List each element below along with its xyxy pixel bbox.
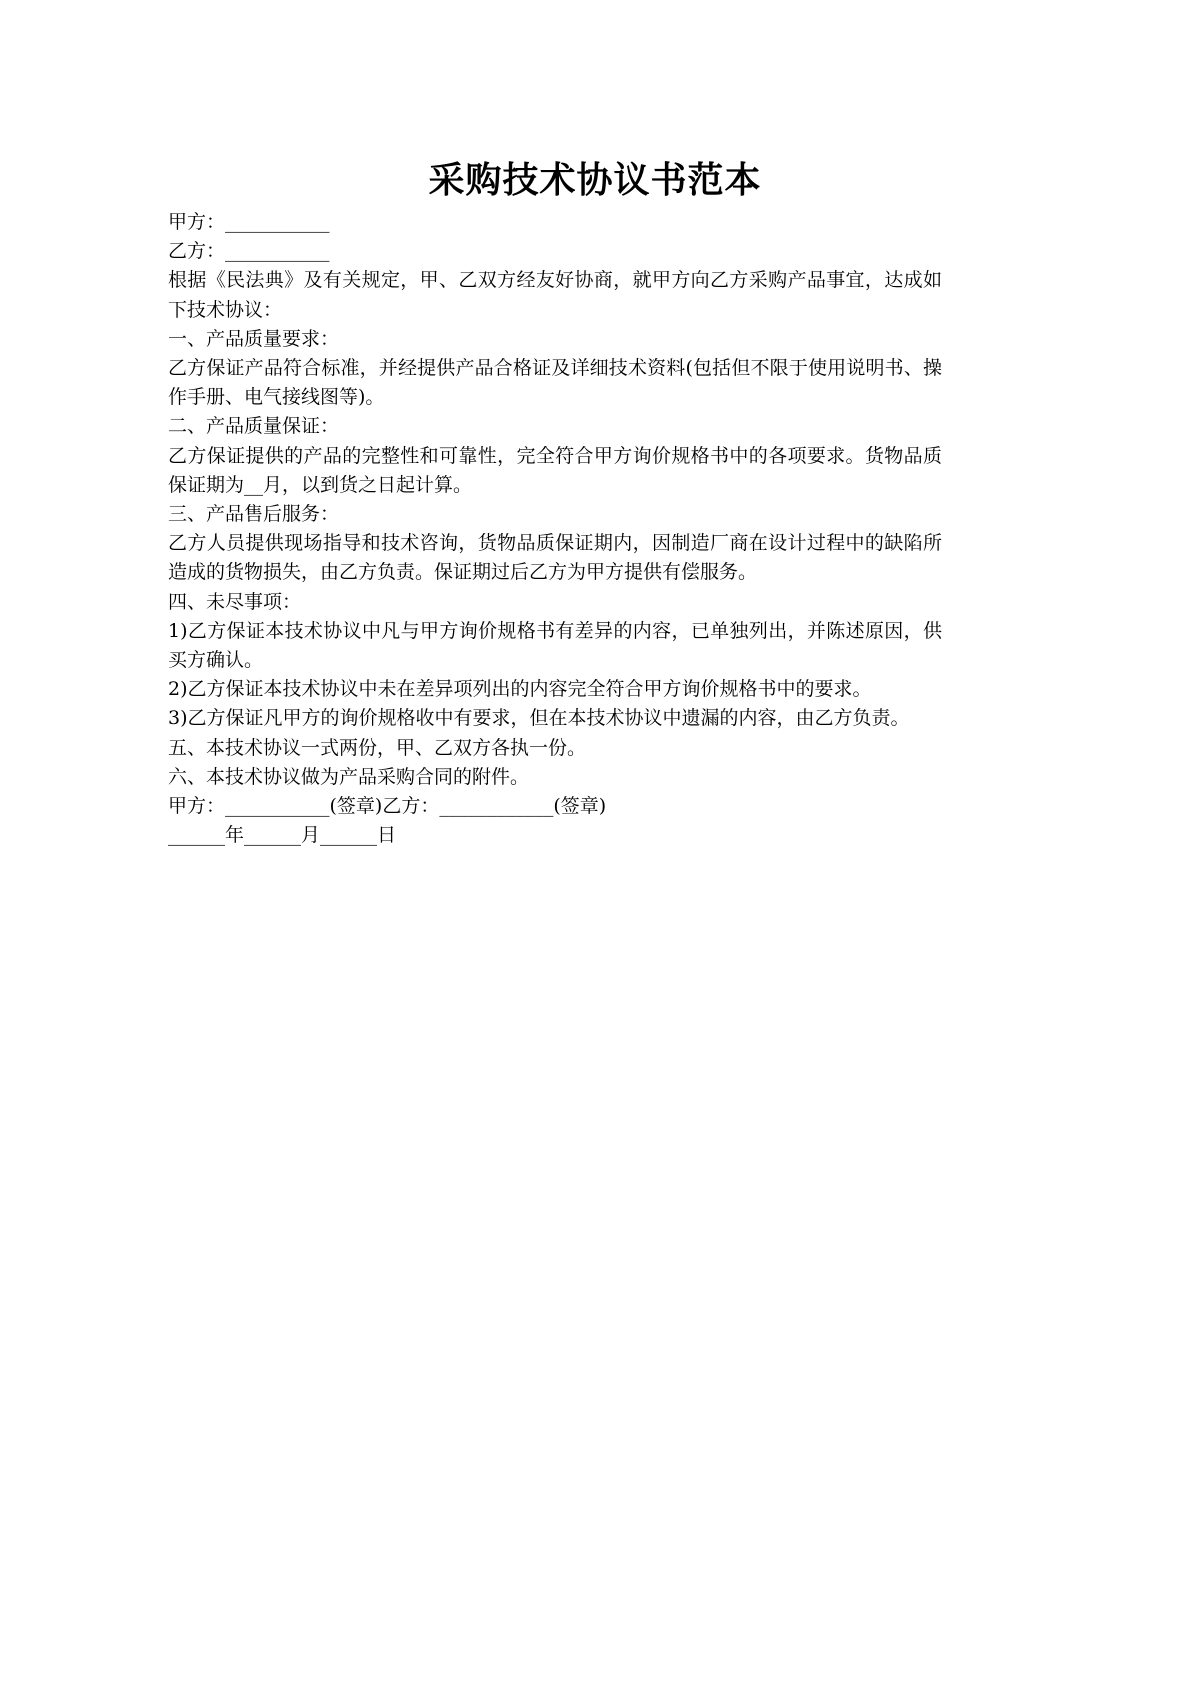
section-heading-1: 一、产品质量要求：	[168, 327, 340, 350]
section-5: 五、本技术协议一式两份，甲、乙双方各执一份。	[168, 736, 587, 759]
party-b-line: 乙方：___________	[168, 240, 330, 263]
section-item-4-3: 3)乙方保证凡甲方的询价规格收中有要求，但在本技术协议中遗漏的内容，由乙方负责。	[168, 707, 910, 730]
document-body	[168, 208, 942, 850]
document-title: 采购技术协议书范本	[428, 159, 762, 201]
section-heading-3: 三、产品售后服务：	[168, 503, 340, 526]
preamble: 根据《民法典》及有关规定，甲、乙双方经友好协商，就甲方向乙方采购产品事宜，达成如下技术协议：	[168, 269, 942, 321]
section-text-1: 乙方保证产品符合标准，并经提供产品合格证及详细技术资料(包括但不限于使用说明书、操作手册、电气接线图等)。	[168, 357, 942, 409]
section-heading-2: 二、产品质量保证：	[168, 415, 340, 438]
section-6: 六、本技术协议做为产品采购合同的附件。	[168, 765, 530, 788]
signature-line: 甲方：___________(签章)乙方：____________(签章)	[168, 795, 607, 818]
party-a-line: 甲方：___________	[168, 211, 330, 233]
section-item-4-2: 2)乙方保证本技术协议中未在差异项列出的内容完全符合甲方询价规格书中的要求。	[168, 678, 872, 701]
section-item-4-1: 1)乙方保证本技术协议中凡与甲方询价规格书有差异的内容，已单独列出，并陈述原因，供买方确认。	[168, 619, 942, 672]
date-line: ______年______月______日	[168, 824, 397, 847]
section-text-2: 乙方保证提供的产品的完整性和可靠性，完全符合甲方询价规格书中的各项要求。货物品质保证期为__月，以到货之日起计算。	[168, 444, 942, 496]
section-heading-4: 四、未尽事项：	[168, 590, 302, 613]
section-text-3: 乙方人员提供现场指导和技术咨询，货物品质保证期内，因制造厂商在设计过程中的缺陷所造成的货物损失，由乙方负责。保证期过后乙方为甲方提供有偿服务。	[168, 532, 942, 584]
